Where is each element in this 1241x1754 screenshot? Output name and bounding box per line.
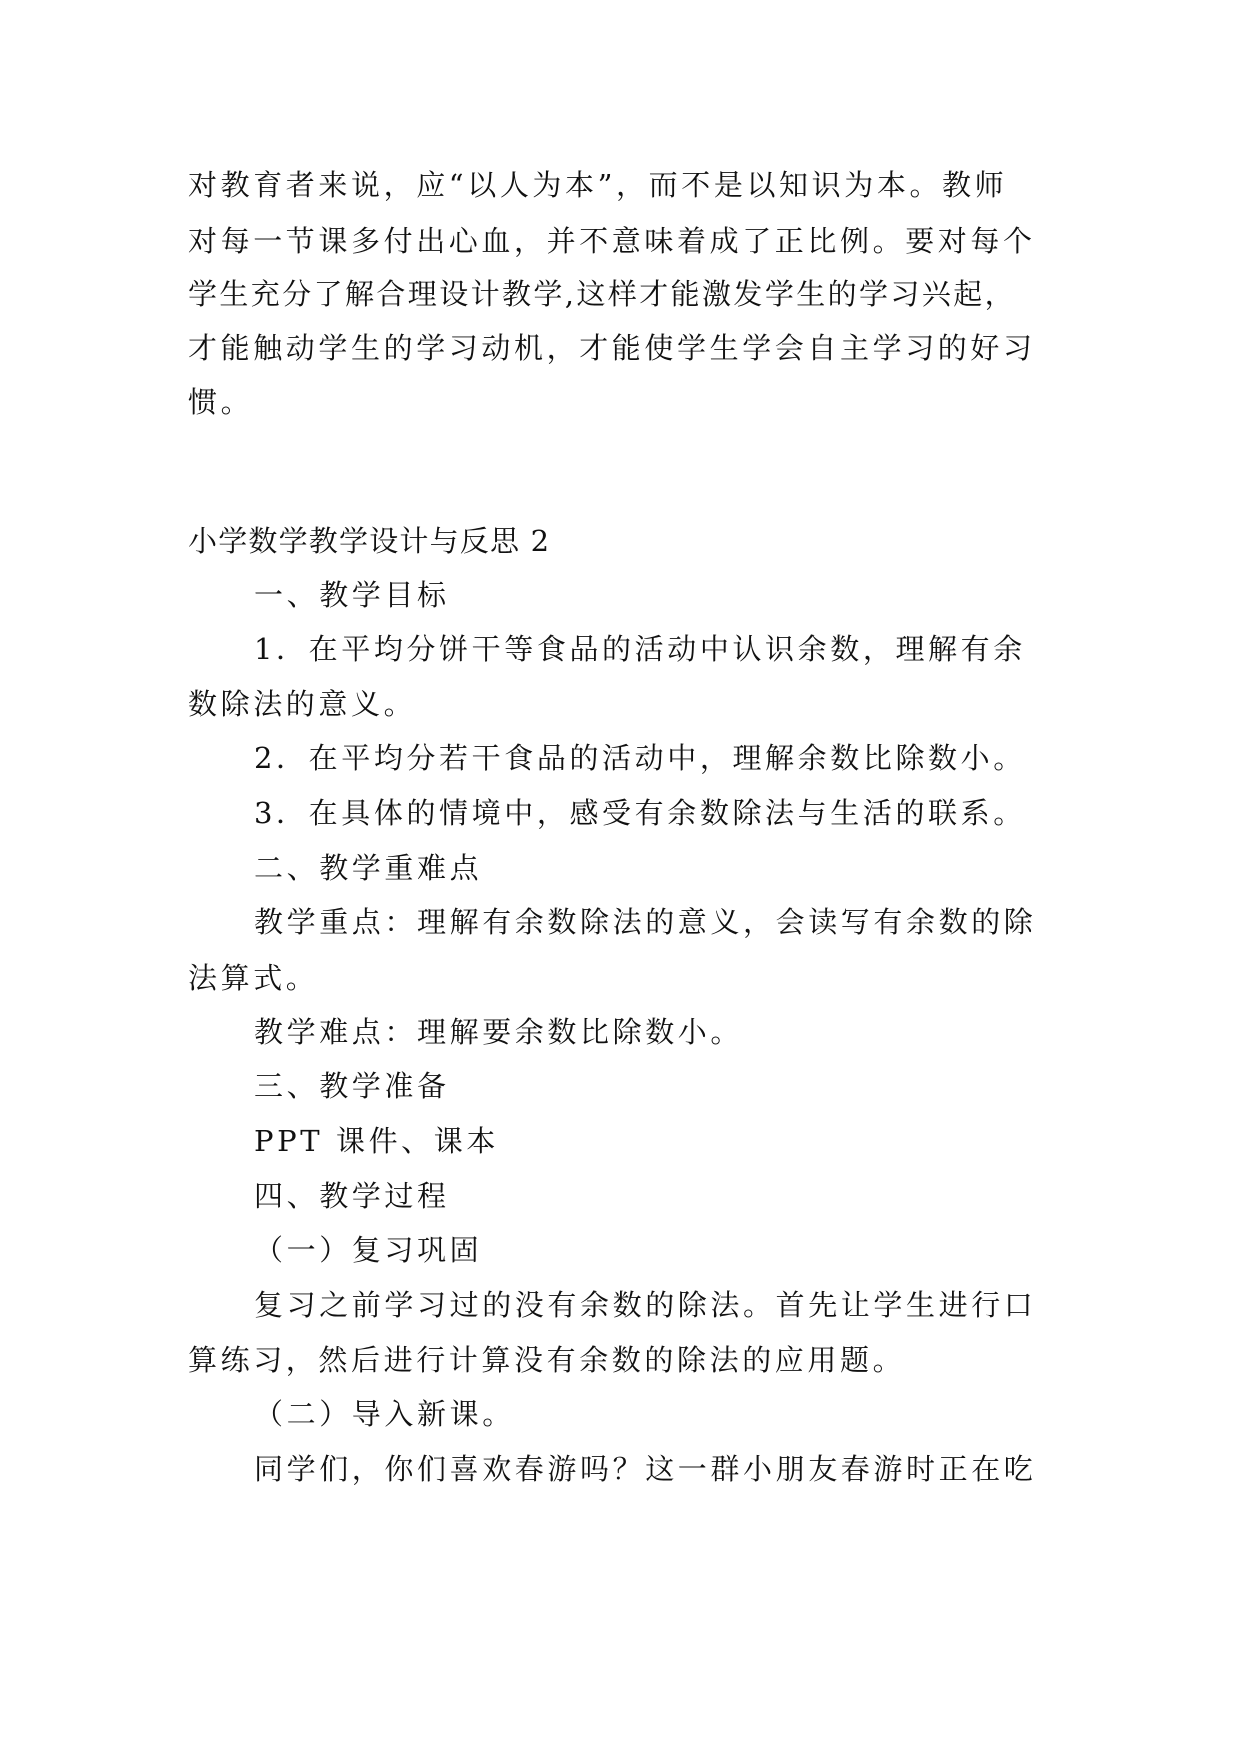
goal-2: 2．在平均分若干食品的活动中，理解余数比除数小。 (254, 741, 1026, 775)
section-title: 小学数学教学设计与反思 2 (188, 524, 551, 558)
intro-line-3: 学生充分了解合理设计教学,这样才能激发学生的学习兴起， (188, 277, 1017, 311)
heading-process: 四、教学过程 (254, 1179, 450, 1213)
heading-preparation: 三、教学准备 (254, 1069, 450, 1103)
intro-line-4: 才能触动学生的学习动机，才能使学生学会自主学习的好习 (188, 331, 1036, 365)
key-point-line-2: 法算式。 (188, 961, 319, 995)
difficulty: 教学难点：理解要余数比除数小。 (254, 1015, 744, 1049)
intro-line-2: 对每一节课多付出心血，并不意味着成了正比例。要对每个 (188, 224, 1036, 258)
intro-line-5: 惯。 (188, 385, 254, 419)
key-point-line-1: 教学重点：理解有余数除法的意义，会读写有余数的除 (254, 905, 1037, 939)
heading-teaching-goals: 一、教学目标 (254, 578, 450, 612)
preparation-items: PPT 课件、课本 (254, 1124, 499, 1158)
subheading-intro: （二）导入新课。 (254, 1397, 515, 1431)
goal-1-line-1: 1．在平均分饼干等食品的活动中认识余数，理解有余 (254, 632, 1026, 666)
review-line-1: 复习之前学习过的没有余数的除法。首先让学生进行口 (254, 1288, 1037, 1322)
goal-3: 3．在具体的情境中，感受有余数除法与生活的联系。 (254, 796, 1026, 830)
intro-paragraph-line-1: 同学们，你们喜欢春游吗？这一群小朋友春游时正在吃 (254, 1452, 1037, 1486)
subheading-review: （一）复习巩固 (254, 1233, 483, 1267)
heading-key-points: 二、教学重难点 (254, 851, 483, 885)
goal-1-line-2: 数除法的意义。 (188, 687, 417, 721)
intro-line-1: 对教育者来说，应“以人为本”，而不是以知识为本。教师 (188, 168, 1008, 202)
review-line-2: 算练习，然后进行计算没有余数的除法的应用题。 (188, 1343, 906, 1377)
